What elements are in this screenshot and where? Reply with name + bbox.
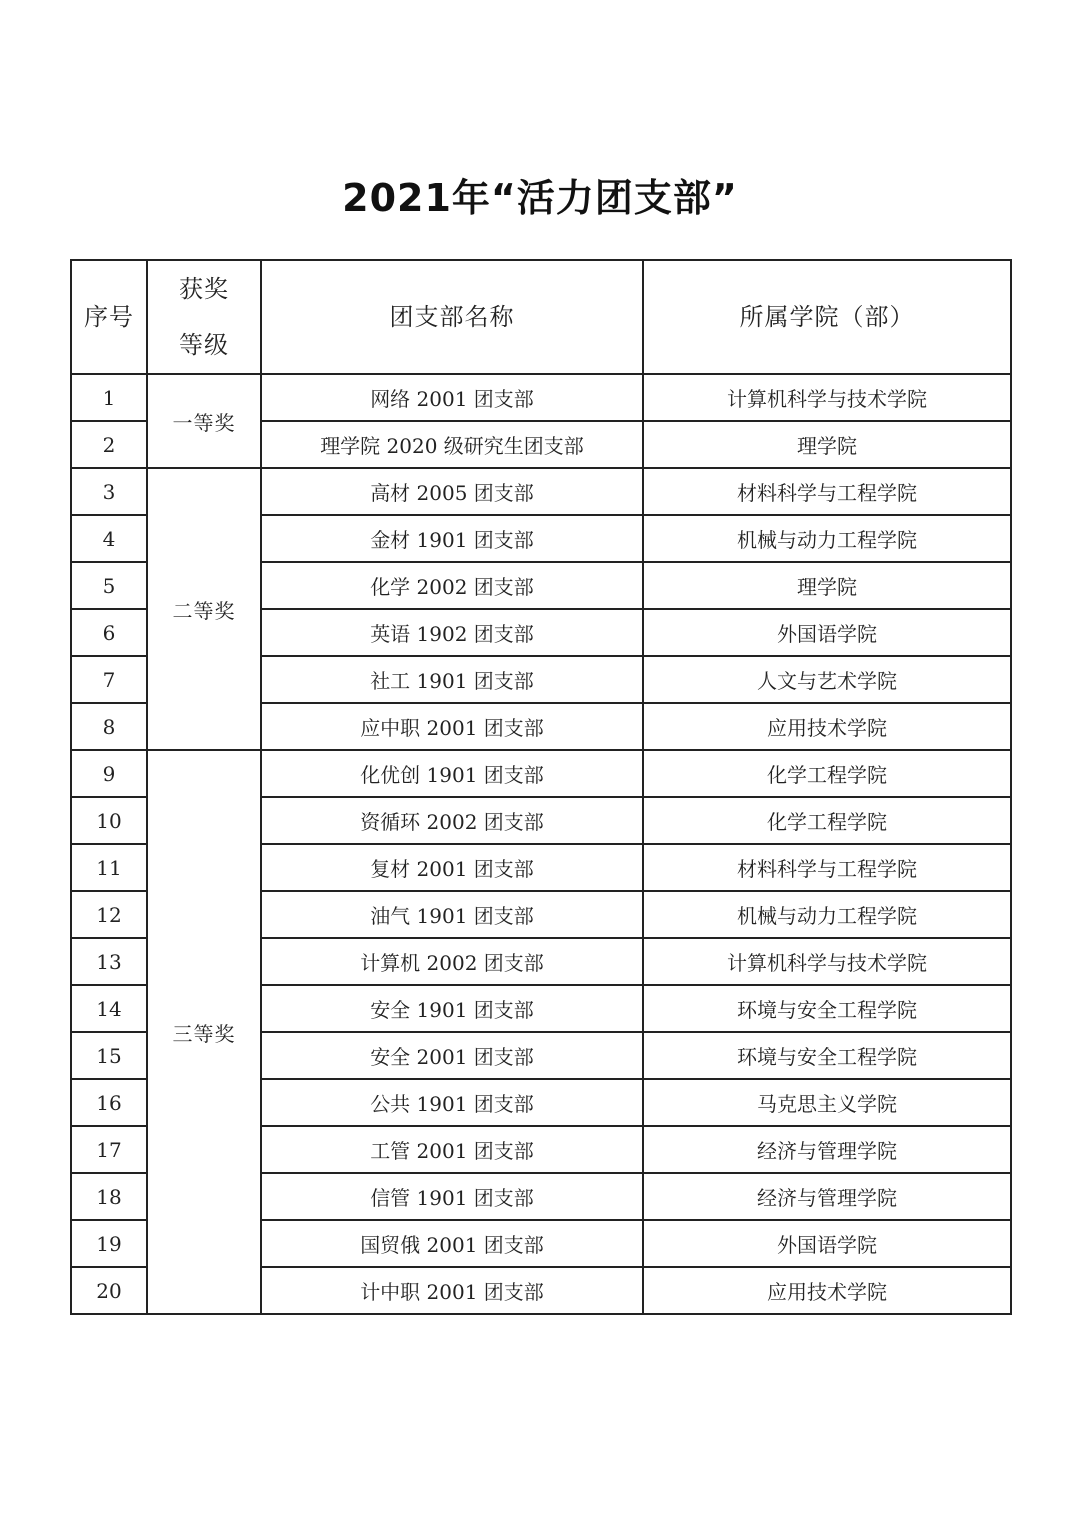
cell-college: 化学工程学院 xyxy=(643,750,1011,797)
cell-branch-name: 金材 1901 团支部 xyxy=(261,515,643,562)
cell-seq: 3 xyxy=(71,468,147,515)
cell-branch-name: 化优创 1901 团支部 xyxy=(261,750,643,797)
table-row xyxy=(71,750,1011,797)
cell-seq: 18 xyxy=(71,1173,147,1220)
cell-branch-name: 高材 2005 团支部 xyxy=(261,468,643,515)
cell-seq: 13 xyxy=(71,938,147,985)
cell-college: 理学院 xyxy=(643,421,1011,468)
cell-college: 材料科学与工程学院 xyxy=(643,468,1011,515)
cell-branch-name: 国贸俄 2001 团支部 xyxy=(261,1220,643,1267)
cell-seq: 4 xyxy=(71,515,147,562)
cell-college: 机械与动力工程学院 xyxy=(643,891,1011,938)
document-title: 2021年“活力团支部” xyxy=(342,176,738,220)
cell-college: 应用技术学院 xyxy=(643,703,1011,750)
cell-branch-name: 油气 1901 团支部 xyxy=(261,891,643,938)
header-level-line1: 获奖 xyxy=(179,275,229,303)
header-seq: 序号 xyxy=(71,260,147,374)
cell-branch-name: 安全 1901 团支部 xyxy=(261,985,643,1032)
cell-branch-name: 工管 2001 团支部 xyxy=(261,1126,643,1173)
table-row xyxy=(71,374,1011,421)
cell-college: 环境与安全工程学院 xyxy=(643,985,1011,1032)
cell-branch-name: 资循环 2002 团支部 xyxy=(261,797,643,844)
cell-seq: 14 xyxy=(71,985,147,1032)
cell-seq: 20 xyxy=(71,1267,147,1314)
cell-college: 计算机科学与技术学院 xyxy=(643,938,1011,985)
cell-seq: 5 xyxy=(71,562,147,609)
cell-branch-name: 网络 2001 团支部 xyxy=(261,374,643,421)
cell-branch-name: 化学 2002 团支部 xyxy=(261,562,643,609)
header-name: 团支部名称 xyxy=(261,260,643,374)
header-college: 所属学院（部） xyxy=(643,260,1011,374)
cell-branch-name: 社工 1901 团支部 xyxy=(261,656,643,703)
header-level-line2: 等级 xyxy=(179,331,229,359)
header-level xyxy=(147,260,261,374)
cell-seq: 10 xyxy=(71,797,147,844)
cell-seq: 17 xyxy=(71,1126,147,1173)
cell-seq: 8 xyxy=(71,703,147,750)
cell-college: 环境与安全工程学院 xyxy=(643,1032,1011,1079)
cell-branch-name: 理学院 2020 级研究生团支部 xyxy=(261,421,643,468)
cell-branch-name: 公共 1901 团支部 xyxy=(261,1079,643,1126)
cell-college: 外国语学院 xyxy=(643,609,1011,656)
cell-branch-name: 应中职 2001 团支部 xyxy=(261,703,643,750)
cell-seq: 6 xyxy=(71,609,147,656)
cell-college: 理学院 xyxy=(643,562,1011,609)
cell-college: 人文与艺术学院 xyxy=(643,656,1011,703)
cell-seq: 2 xyxy=(71,421,147,468)
cell-seq: 9 xyxy=(71,750,147,797)
cell-seq: 15 xyxy=(71,1032,147,1079)
cell-seq: 11 xyxy=(71,844,147,891)
table-body xyxy=(71,374,1011,1314)
cell-branch-name: 计算机 2002 团支部 xyxy=(261,938,643,985)
cell-branch-name: 计中职 2001 团支部 xyxy=(261,1267,643,1314)
cell-college: 外国语学院 xyxy=(643,1220,1011,1267)
cell-college: 应用技术学院 xyxy=(643,1267,1011,1314)
table-header xyxy=(71,260,1011,374)
cell-seq: 1 xyxy=(71,374,147,421)
cell-award-level: 三等奖 xyxy=(147,750,261,1314)
cell-branch-name: 复材 2001 团支部 xyxy=(261,844,643,891)
cell-college: 经济与管理学院 xyxy=(643,1126,1011,1173)
cell-seq: 19 xyxy=(71,1220,147,1267)
cell-college: 马克思主义学院 xyxy=(643,1079,1011,1126)
cell-college: 机械与动力工程学院 xyxy=(643,515,1011,562)
cell-college: 化学工程学院 xyxy=(643,797,1011,844)
cell-seq: 7 xyxy=(71,656,147,703)
header-row xyxy=(71,260,1011,374)
cell-college: 计算机科学与技术学院 xyxy=(643,374,1011,421)
award-table xyxy=(70,259,1012,1315)
cell-branch-name: 英语 1902 团支部 xyxy=(261,609,643,656)
table-row xyxy=(71,468,1011,515)
cell-college: 经济与管理学院 xyxy=(643,1173,1011,1220)
cell-award-level: 一等奖 xyxy=(147,374,261,468)
cell-award-level: 二等奖 xyxy=(147,468,261,750)
cell-college: 材料科学与工程学院 xyxy=(643,844,1011,891)
cell-branch-name: 安全 2001 团支部 xyxy=(261,1032,643,1079)
cell-branch-name: 信管 1901 团支部 xyxy=(261,1173,643,1220)
cell-seq: 16 xyxy=(71,1079,147,1126)
cell-seq: 12 xyxy=(71,891,147,938)
